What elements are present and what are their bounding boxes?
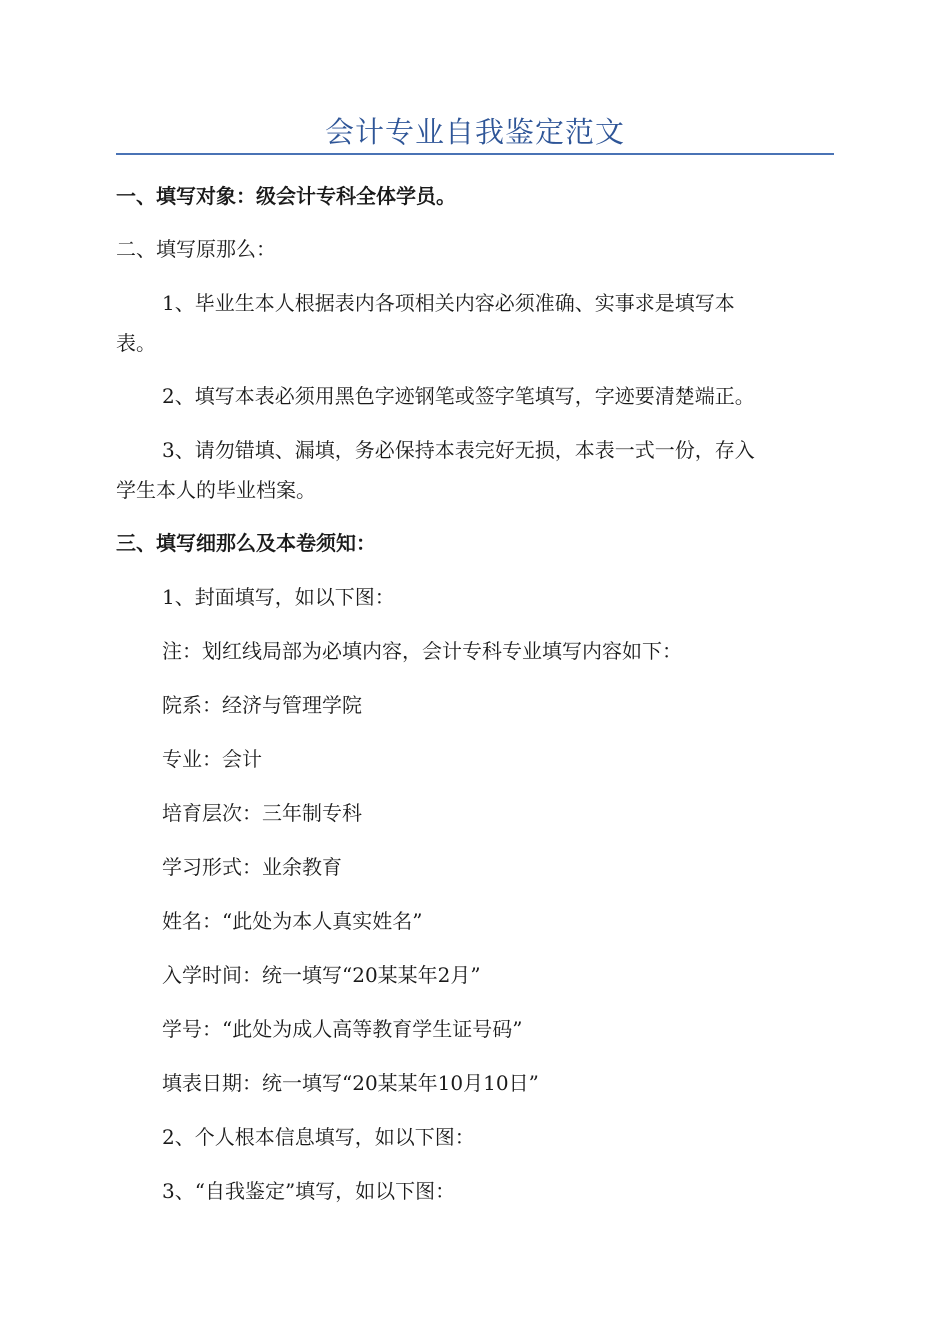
rule-paragraph-1-line-1: 1、毕业生本人根据表内各项相关内容必须准确、实事求是填写本 [162,291,735,315]
field-enroll-time: 入学时间：统一填写“20某某年2月” [162,963,481,987]
field-name: 姓名：“此处为本人真实姓名” [162,909,423,933]
rule-paragraph-3-line-2: 学生本人的毕业档案。 [116,478,316,502]
title-underline [116,153,834,155]
rule-paragraph-1 [116,283,834,363]
field-study-form: 学习形式：业余教育 [162,855,342,879]
rule-paragraph-2: 2、填写本表必须用黑色字迹钢笔或签字笔填写，字迹要清楚端正。 [162,384,755,408]
rule-paragraph-3 [116,430,834,510]
field-fill-date: 填表日期：统一填写“20某某年10月10日” [162,1071,539,1095]
section-heading-3: 三、填写细那么及本卷须知： [116,531,376,555]
detail-item-1: 1、封面填写，如以下图： [162,585,395,609]
field-student-id: 学号：“此处为成人高等教育学生证号码” [162,1017,523,1041]
section-heading-2: 二、填写原那么： [116,237,276,261]
detail-note: 注：划红线局部为必填内容，会计专科专业填写内容如下： [162,639,682,663]
field-major: 专业：会计 [162,747,262,771]
document-title: 会计专业自我鉴定范文 [324,115,625,149]
section-heading-1: 一、填写对象：级会计专科全体学员。 [116,184,456,208]
field-department: 院系：经济与管理学院 [162,693,362,717]
rule-paragraph-1-line-2: 表。 [116,331,156,355]
rule-paragraph-3-line-1: 3、请勿错填、漏填，务必保持本表完好无损，本表一式一份，存入 [162,438,755,462]
field-level: 培育层次：三年制专科 [162,801,362,825]
detail-item-2: 2、个人根本信息填写，如以下图： [162,1125,475,1149]
detail-item-3: 3、“自我鉴定”填写，如以下图： [162,1179,456,1203]
